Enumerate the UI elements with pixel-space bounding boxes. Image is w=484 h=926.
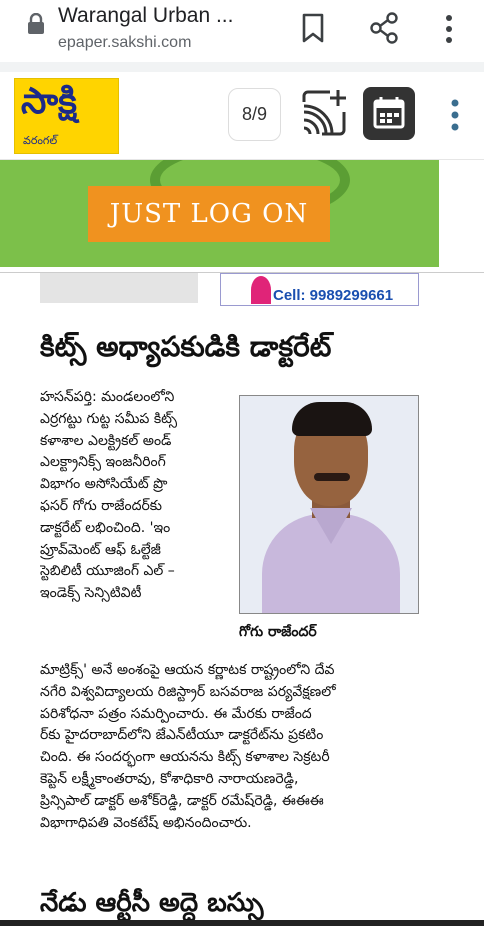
bottom-edge: [0, 920, 484, 926]
share-icon[interactable]: [369, 12, 399, 44]
page-indicator[interactable]: 8/9: [228, 88, 281, 141]
logo-edition: వరంగల్: [23, 134, 58, 147]
text-line: విభాగాధిపతి వెంకటేష్ అభినందించారు.: [40, 814, 252, 831]
ad-side-space: [439, 160, 484, 267]
photo-mustache: [314, 473, 350, 481]
bookmark-icon[interactable]: [300, 13, 326, 43]
text-line: ఫసర్ గోగు రాజేందర్‌కు: [40, 497, 162, 514]
article-column-text: [40, 387, 230, 605]
toolbar-divider: [0, 62, 484, 72]
article-headline: కిట్స్ అధ్యాపకుడికి డాక్టరేట్: [40, 330, 332, 363]
text-line: పరిశోధనా పత్రం సమర్పించారు. ఈ మేరకు రాజేంద: [40, 705, 312, 722]
text-line: డాక్టరేట్ లభించింది. 'ఇం: [40, 519, 171, 536]
next-article-headline: నేడు ఆర్టీసీ అద్దె బస్సు: [40, 888, 264, 918]
calendar-button[interactable]: [363, 87, 415, 140]
text-line: నగేరి విశ్వవిద్యాలయ రిజిస్ట్రార్ బసవరాజ పర్యవేక్షణలో: [40, 683, 336, 700]
text-line: ప్రూవ్‌మెంట్ ఆఫ్ ఓల్టేజీ: [40, 541, 161, 558]
browser-menu-icon[interactable]: [444, 14, 454, 44]
text-line: హసన్‌పర్తి: మండలంలోని: [40, 389, 175, 405]
cast-icon[interactable]: [300, 88, 348, 138]
text-line: మాట్రిక్స్' అనే అంశంపై ఆయన కర్ణాటక రాష్ట్రంలోని దేవ: [40, 662, 335, 678]
text-line: చింది. ఈ సందర్భంగా ఆయనను కిట్స్ కళాశాల సెక్రటరీ: [40, 749, 330, 766]
page-url[interactable]: epaper.sakshi.com: [58, 34, 192, 51]
text-line: ఎర్రగట్టు గుట్ట సమీప కిట్స్: [40, 410, 178, 427]
text-line: కెప్టెన్ లక్ష్మీకాంతరావు, కోశాధికారి నారాయణరెడ్డి,: [40, 770, 299, 787]
page-title[interactable]: Warangal Urban ...: [58, 4, 234, 27]
ad-banner[interactable]: [0, 160, 439, 267]
classified-ad: [220, 273, 419, 306]
calendar-icon: [363, 87, 415, 140]
paper-gray-box: [40, 273, 198, 303]
logo-text: సాక్షి: [21, 81, 77, 122]
article-body-text: [40, 660, 420, 834]
text-line: ప్రిన్సిపాల్ డాక్టర్ అశోక్‌రెడ్డి, డాక్టర్ రమేష్‌రెడ్డి, ఈఈఈ: [40, 792, 324, 809]
text-line: విభాగం అసోసియేట్ ప్రొ: [40, 476, 168, 493]
just-log-on-button[interactable]: JUST LOG ON: [88, 186, 330, 242]
sakshi-logo[interactable]: [14, 78, 119, 154]
text-line: కళాశాల ఎలక్ట్రికల్ అండ్: [40, 432, 172, 449]
ad-graphic: [251, 276, 271, 304]
text-line: ర్‌కు హైదరాబాద్‌లోని జేఎన్‌టీయూ డాక్టరేట్‌ను ప్రకటిం: [40, 727, 324, 744]
more-options-icon[interactable]: [450, 98, 460, 132]
article-photo: [239, 395, 419, 614]
lock-icon: [26, 13, 46, 35]
text-line: స్టెబిలిటీ యూజింగ్ ఎల్ –: [40, 563, 175, 580]
photo-hair: [292, 402, 372, 436]
photo-caption: గోగు రాజేందర్: [239, 624, 317, 640]
text-line: ఎలక్ట్రానిక్స్ ఇంజనీరింగ్: [40, 454, 166, 471]
browser-url-bar: [0, 0, 484, 62]
ad-phone: Cell: 9989299661: [273, 287, 394, 304]
app-header: [0, 72, 484, 160]
text-line: ఇండెక్స్ సెన్సిటివిటీ: [40, 585, 142, 602]
